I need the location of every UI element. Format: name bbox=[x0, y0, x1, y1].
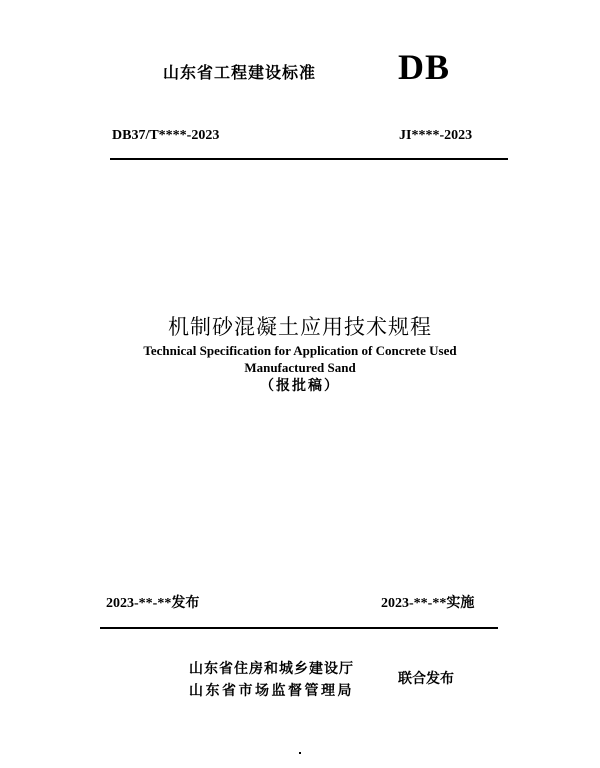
top-divider bbox=[110, 158, 508, 160]
title-chinese: 机制砂混凝土应用技术规程 bbox=[168, 315, 432, 339]
draft-status: （报批稿） bbox=[260, 378, 340, 394]
standard-number: DB37/T****-2023 bbox=[112, 128, 220, 143]
standard-title: 山东省工程建设标准 bbox=[163, 63, 317, 82]
implement-date: 2023-**-**实施 bbox=[381, 596, 475, 611]
page-marker-dot bbox=[299, 752, 301, 754]
title-english-line2: Manufactured Sand bbox=[244, 360, 356, 375]
title-english-line1: Technical Specification for Application of Concrete Used bbox=[143, 343, 457, 358]
record-number: JI****-2023 bbox=[399, 128, 473, 143]
issue-date: 2023-**-**发布 bbox=[106, 596, 200, 611]
issuer-market-bureau: 山东省市场监督管理局 bbox=[189, 683, 354, 699]
issuer-housing-dept: 山东省住房和城乡建设厅 bbox=[189, 661, 354, 677]
db-mark: DB bbox=[398, 47, 451, 87]
joint-issue-label: 联合发布 bbox=[398, 671, 454, 687]
bottom-divider bbox=[100, 627, 498, 629]
title-block bbox=[100, 312, 500, 396]
